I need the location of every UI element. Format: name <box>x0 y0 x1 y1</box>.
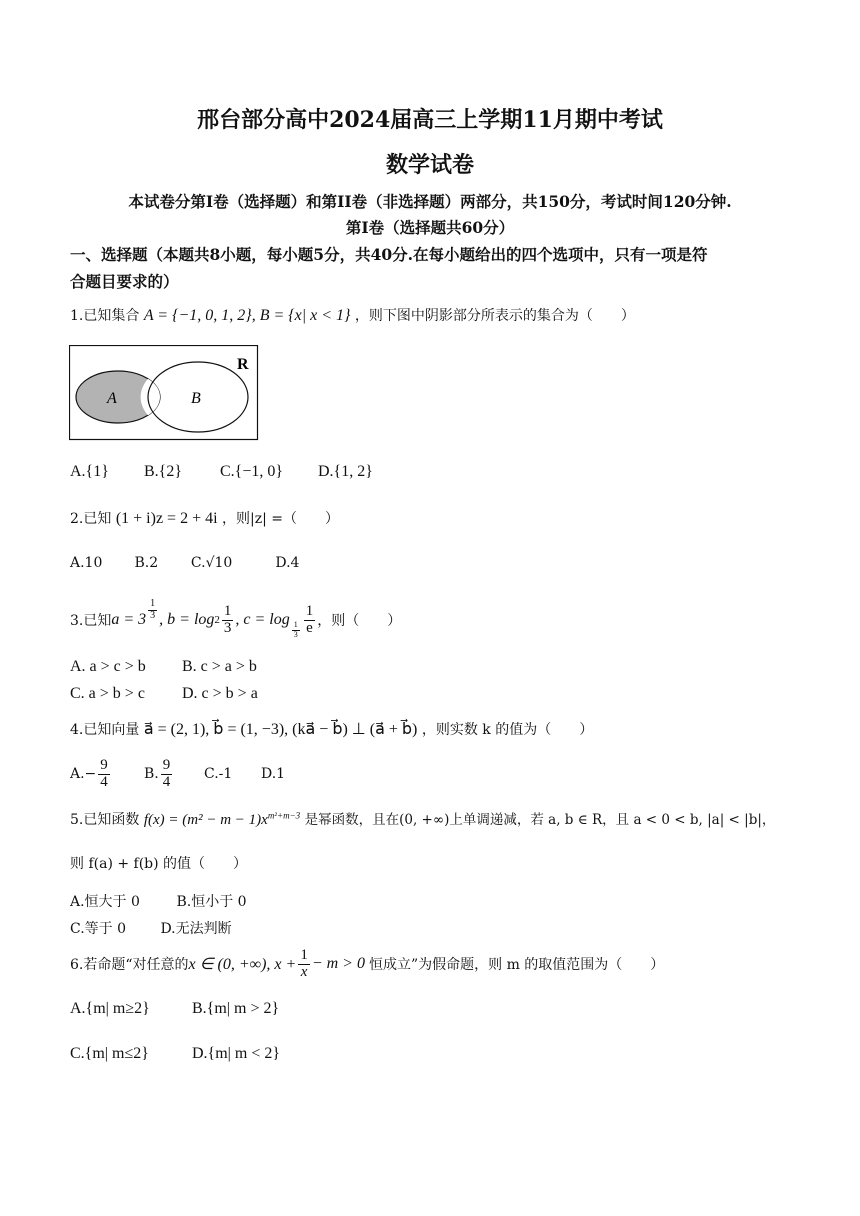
q6-frac-num: 1 <box>300 946 308 963</box>
q2-option-c[interactable]: C.√10 <box>190 555 233 571</box>
question-2 <box>70 508 339 528</box>
section1-heading-line1: 一、选择题（本题共8小题，每小题5分，共40分.在每小题给出的四个选项中，只有一项是符 <box>70 245 708 264</box>
q4-option-b-frac <box>161 758 173 791</box>
q5-options-row2 <box>70 918 232 938</box>
q6-prefix: 6.若命题“对任意的 <box>70 957 189 973</box>
q4-b-num: 9 <box>162 756 171 773</box>
q2-options <box>70 555 299 571</box>
q4-option-b-label: B. <box>144 766 159 782</box>
question-4 <box>70 719 593 739</box>
q3-options-row1 <box>70 658 257 676</box>
q4-b-den: 4 <box>162 773 171 790</box>
q6-frac-den: x <box>300 963 308 980</box>
q5-text-mid: 是幂函数，且在(0, +∞)上单调递减，若 a, b ∈ R，且 a < 0 < b, |a| < |b|， <box>304 812 776 828</box>
q2-suffix: ，则|z| =（ ） <box>221 511 339 527</box>
q1-options <box>70 463 373 481</box>
q5-options-row1 <box>70 891 247 911</box>
q3-b-arg <box>222 604 234 637</box>
q3-prefix: 3.已知 <box>70 613 112 629</box>
q6-option-d[interactable]: D.{m| m < 2} <box>192 1045 281 1062</box>
exam-instructions: 本试卷分第I卷（选择题）和第II卷（非选择题）两部分，共150分，考试时间120分钟. <box>128 192 732 211</box>
q3-option-d[interactable]: D. c > b > a <box>182 685 258 702</box>
q4-option-b[interactable] <box>144 758 204 791</box>
q5-exponent: m²+m−3 <box>267 810 301 821</box>
q3-c-arg-num: 1 <box>305 602 314 619</box>
q3-options-row2 <box>70 685 258 703</box>
q6-option-b[interactable]: B.{m| m > 2} <box>192 1000 280 1017</box>
section1-heading-line2: 合题目要求的） <box>70 272 179 291</box>
set-a-label: A <box>107 390 117 407</box>
q5-option-a[interactable]: A.恒大于 0 <box>70 894 140 910</box>
q2-option-b[interactable]: B.2 <box>134 555 159 571</box>
question-5 <box>70 808 855 829</box>
q4-option-c[interactable]: C.-1 <box>204 766 233 782</box>
q3-a-exp-den: 3 <box>150 609 156 621</box>
q3-b-arg-num: 1 <box>223 602 232 619</box>
q1-option-b[interactable]: B.{2} <box>144 463 183 480</box>
universe-label: R <box>237 356 249 373</box>
q4-prefix: 4.已知向量 <box>70 722 140 738</box>
q3-c-base-num: 1 <box>293 620 298 630</box>
q5-option-d[interactable]: D.无法判断 <box>160 921 232 937</box>
q4-options <box>70 754 285 794</box>
q3-b: , b = log <box>159 611 215 628</box>
q4-a-num: 9 <box>100 756 108 773</box>
q3-c-base-den: 3 <box>293 629 298 639</box>
q2-math: (1 + i)z = 2 + 4i <box>115 510 218 527</box>
venn-diagram <box>69 345 259 441</box>
q3-a-exp-num: 1 <box>150 598 156 609</box>
q1-option-a[interactable]: A.{1} <box>70 463 109 480</box>
q4-option-a[interactable] <box>70 758 144 791</box>
q6-frac <box>298 948 310 981</box>
q3-c-arg <box>304 604 316 637</box>
q4-math: a⃗ = (2, 1), b⃗ = (1, −3), (ka⃗ − b⃗) ⊥ (a⃗ + b⃗) <box>143 721 418 738</box>
q3-c: , c = log <box>235 611 290 628</box>
q4-a-den: 4 <box>100 773 108 790</box>
q4-suffix: ，则实数 k 的值为（ ） <box>421 722 594 738</box>
q3-a: a = 3 <box>111 611 147 628</box>
q3-b-arg-den: 3 <box>223 619 232 636</box>
q6-suffix: 恒成立”为假命题，则 m 的取值范围为（ ） <box>368 957 665 973</box>
q3-option-b[interactable]: B. c > a > b <box>182 658 257 675</box>
q3-a-exponent <box>148 599 157 621</box>
q4-option-a-frac <box>98 758 110 791</box>
q6-option-a[interactable]: A.{m| m≥2} <box>70 1000 150 1017</box>
q1-option-c[interactable]: C.{−1, 0} <box>220 463 284 480</box>
q6-options-row2 <box>70 1045 280 1063</box>
question-3 <box>70 598 401 642</box>
q3-b-base: 2 <box>214 614 220 626</box>
question-1 <box>70 305 635 325</box>
part1-title: 第Ⅰ卷（选择题共60分） <box>345 218 515 237</box>
q6-math-a: x ∈ (0, +∞), x + <box>188 956 297 973</box>
page-title: 邢台部分高中2024届高三上学期11月期中考试 <box>197 107 663 133</box>
q2-option-d[interactable]: D.4 <box>275 555 300 571</box>
q5-prefix: 5.已知函数 <box>70 812 140 828</box>
q5-option-c[interactable]: C.等于 0 <box>70 921 127 937</box>
q6-option-c[interactable]: C.{m| m≤2} <box>70 1045 149 1062</box>
q2-option-a[interactable]: A.10 <box>70 555 103 571</box>
q5-math: f(x) = (m² − m − 1)x <box>143 812 268 828</box>
set-b-label: B <box>191 390 201 407</box>
question-6 <box>70 944 664 984</box>
q5-option-b[interactable]: B.恒小于 0 <box>176 894 247 910</box>
q4-option-a-label: A.− <box>70 766 97 782</box>
q3-c-arg-den: e <box>306 619 313 636</box>
q1-suffix: ，则下图中阴影部分所表示的集合为（ ） <box>354 308 635 324</box>
q5-line2: 则 f(a) + f(b) 的值（ ） <box>70 856 248 872</box>
q3-option-a[interactable]: A. a > c > b <box>70 658 146 675</box>
q3-option-c[interactable]: C. a > b > c <box>70 685 145 702</box>
q6-math-b: − m > 0 <box>311 955 365 972</box>
q3-c-base <box>292 621 300 639</box>
page-subtitle: 数学试卷 <box>385 152 474 178</box>
q1-math: A = {−1, 0, 1, 2}, B = {x| x < 1} <box>143 307 351 324</box>
q1-option-d[interactable]: D.{1, 2} <box>318 463 373 480</box>
q1-prefix: 1.已知集合 <box>70 308 140 324</box>
q6-options-row1 <box>70 1000 279 1018</box>
q4-option-d[interactable]: D.1 <box>261 766 286 782</box>
q2-prefix: 2.已知 <box>70 511 112 527</box>
q3-suffix: ，则（ ） <box>317 613 402 629</box>
